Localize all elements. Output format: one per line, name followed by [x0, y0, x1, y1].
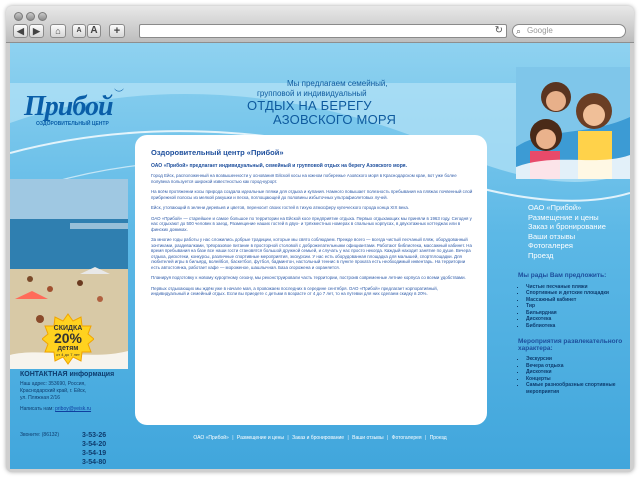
offer-title: Мы рады Вам предложить:	[518, 272, 607, 279]
footer-link-directions[interactable]: Проезд	[429, 435, 447, 441]
nav-item-directions[interactable]: Проезд	[528, 250, 554, 260]
main-nav	[528, 203, 606, 260]
list-item: ▪ Массажный кабинет	[526, 297, 626, 304]
contacts-title: КОНТАКТНАЯ информация	[20, 371, 115, 378]
hero-slogan	[247, 79, 396, 127]
content-paragraphs	[151, 173, 473, 302]
intro-text: ОАО «Прибой» предлагает индивидуальный, семейный и групповой отдых на берегу Азовского моря.	[151, 163, 407, 169]
hero-line-2: групповой и индивидуальный	[257, 89, 367, 98]
hero-big-line-1: ОТДЫХ НА БЕРЕГУ	[247, 98, 372, 113]
footer-link-company[interactable]: ОАО «Прибой»	[193, 435, 229, 441]
events-list	[518, 356, 626, 395]
add-bookmark-button[interactable]: +	[109, 24, 125, 38]
discount-ages: от 4 до 7 лет	[56, 352, 80, 357]
paragraph: Первых отдыхающих мы ждём уже в начале мая, а провожаем последних в середине сентября. ОАО «Прибой» предлагает корпоративный, индивидуальный и семейный отдых. Если вы приедете с детьми в возрасте от 4 до 7 лет, то на путевки для них сделаем скидку в 20%.	[151, 285, 438, 296]
home-button[interactable]: ⌂	[50, 24, 66, 38]
back-button[interactable]: ◀	[13, 24, 28, 38]
zoom-window-button[interactable]	[38, 12, 47, 21]
discount-text	[42, 325, 94, 357]
reload-icon[interactable]: ↻	[494, 25, 503, 36]
main-content	[135, 135, 487, 425]
nav-item-booking[interactable]: Заказ и бронирование	[528, 222, 606, 231]
address-line-1: Наш адрес: 353690, Россия,	[20, 381, 86, 387]
list-item: ▪ Бильярдная	[526, 310, 626, 317]
discount-word: СКИДКА	[53, 325, 83, 332]
phone-2: 3-54-20	[82, 441, 107, 448]
paragraph: Город Ейск, расположенный на возвышенности у основания Ейской косы на южном побережье Азовского моря в Краснодарском крае, вот уже более полувека пользуется широкой известностью как город-курорт.	[151, 173, 457, 184]
footer-link-reviews[interactable]: Ваши отзывы	[352, 435, 384, 441]
list-item: ▪ Самые разнообразные спортивные мероприятия	[526, 382, 626, 395]
paragraph: За многие годы работы у нас сложились добрые традиции, которые мы свято соблюдаем. Прежде всего — всегда чистый песчаный пляж, оборудованный зонтиками, раздевалками, трёхразовое питание в просторной столовой с доброжелательными официантами. Работают библиотека, массажный кабинет. На время пребывания на базе все наши гости становятся большой дружной семьей, и случать у нас просто некогда. Каждый находит занятие по душе. Вечера отдыха, дискотеки, конкурсы, различные спортивные мероприятия, экскурсии. У нас есть оборудованная площадка для малышей, спортплощадки. Для любителей игры в бильярд, волейбол, баскетбол, футбол, бадминтон, настольный теннис в пункте проката есть необходимый инвентарь. На территории есть автостоянка, работает кафе — мороженое, шашлычная. База огорожена и охраняется.	[151, 237, 472, 270]
mail-link[interactable]: priboy@yeisk.ru	[55, 406, 92, 412]
nav-item-reviews[interactable]: Ваши отзывы	[528, 231, 576, 241]
list-item: ▪ Вечера отдыха	[526, 363, 626, 370]
search-placeholder: Google	[527, 26, 553, 35]
phone-3: 3-54-19	[82, 450, 107, 457]
list-item: ▪ Библиотека	[526, 323, 626, 330]
mail-label: Написать нам:	[20, 406, 54, 412]
events-title: Мероприятия развлекательного характера:	[518, 338, 623, 352]
close-window-button[interactable]	[14, 12, 23, 21]
offer-box	[518, 273, 626, 395]
page-title: Оздоровительный центр «Прибой»	[151, 148, 284, 157]
address-line-2: Краснодарский край, г. Ейск,	[20, 388, 87, 394]
list-item: ▪ Тир	[526, 303, 626, 310]
footer-separator: |	[424, 435, 427, 441]
browser-toolbar	[6, 6, 634, 43]
forward-button[interactable]: ▶	[29, 24, 44, 38]
footer-separator: |	[347, 435, 349, 441]
contact-info	[20, 371, 132, 413]
paragraph: Планируя подготовку к новому курортному сезону, мы реконструировали часть территории, построив современные летние корпуса со всеми удобствами.	[151, 275, 466, 280]
logo-subtitle: ОЗДОРОВИТЕЛЬНЫЙ ЦЕНТР	[36, 121, 109, 127]
phone-1: 3-53-26	[82, 432, 107, 439]
minimize-window-button[interactable]	[26, 12, 35, 21]
browser-window	[6, 6, 634, 472]
address-line-3: ул. Пляжная 2/16	[20, 395, 61, 401]
list-item: ▪ Дискотека	[526, 316, 626, 323]
footer-nav	[10, 435, 630, 441]
discount-percent: 20%	[53, 330, 83, 346]
phone-label: Звоните: (86132)	[20, 432, 59, 438]
list-item: ▪ Концерты	[526, 376, 626, 383]
phone-4: 3-54-80	[82, 459, 107, 466]
footer-link-gallery[interactable]: Фотогалерея	[391, 435, 422, 441]
list-item: ▪ Экскурсии	[526, 356, 626, 363]
nav-item-company[interactable]: ОАО «Прибой»	[528, 203, 582, 212]
list-item: ▪ Чистые песчаные пляжи	[526, 284, 626, 291]
offer-list	[518, 284, 626, 330]
list-item: ▪ Спортивные и детские площадки	[526, 290, 626, 297]
footer-separator: |	[386, 435, 389, 441]
paragraph: ОАО «Прибой» — старейшее и самое большое по территории на Ейской косе предприятие отдыха. Первых отдыхающих мы приняли в 1963 году. Сегодня у нас отдыхают до 500 человек в заезд. Размещение наших гостей в двух- и трёхместных номерах в спальных корпусах, в двухэтажных коттеджах или в финских домиках.	[151, 215, 472, 232]
text-bigger-button[interactable]: A	[87, 24, 101, 38]
footer-link-prices[interactable]: Размещение и цены	[236, 435, 284, 441]
logo-text: Прибой	[24, 91, 113, 122]
seagull-icon: ︶	[114, 89, 124, 100]
hero-big-line-2: АЗОВСКОГО МОРЯ	[273, 112, 397, 127]
footer-separator: |	[232, 435, 234, 441]
address-bar[interactable]	[139, 24, 507, 38]
footer-link-booking[interactable]: Заказ и бронирование	[292, 435, 345, 441]
paragraph: Ейск, утопающий в зелени деревьев и цветов, переносит своих гостей в тихую атмосферу купеческого города конца XIX века.	[151, 205, 410, 210]
nav-item-gallery[interactable]: Фотогалерея	[528, 241, 573, 250]
google-search-input[interactable]	[512, 24, 626, 38]
web-page	[10, 43, 630, 469]
hero-line-1: Мы предлагаем семейный,	[287, 79, 388, 88]
discount-who: детям	[57, 345, 79, 352]
footer-separator: |	[287, 435, 289, 441]
site-logo[interactable]	[24, 91, 113, 127]
text-smaller-button[interactable]: A	[72, 24, 86, 38]
list-item: ▪ Дискотеки	[526, 369, 626, 376]
mail-row	[20, 406, 132, 413]
girls-photo	[516, 67, 630, 179]
nav-item-prices[interactable]: Размещение и цены	[528, 212, 599, 222]
search-icon: ⌕	[516, 26, 522, 36]
paragraph: На всём протяжении косы природа создала идеальные пляжи для отдыха и купания. Намного повышает полезность пребывания на пляжах почвенный слой прибрежной полосы из мелкой ракушки и песка, поглощающей до половины избыточных ультрафиолетовых лучей.	[151, 189, 473, 200]
